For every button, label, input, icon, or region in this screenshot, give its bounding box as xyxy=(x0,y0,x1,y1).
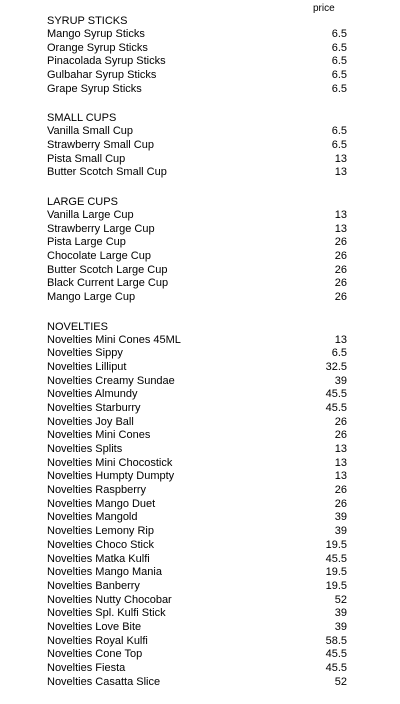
item-name: Novelties Mini Cones xyxy=(47,429,151,442)
menu-item-row xyxy=(47,361,347,375)
item-name: Mango Large Cup xyxy=(47,291,136,304)
item-name: Novelties Banberry xyxy=(47,579,140,592)
item-price: 26 xyxy=(334,415,347,428)
item-price: 26 xyxy=(334,484,347,497)
menu-item-row xyxy=(47,375,347,389)
menu-item-row xyxy=(47,334,347,348)
item-name: Novelties Raspberry xyxy=(47,484,147,497)
menu-item-row xyxy=(47,28,347,42)
item-price: 13 xyxy=(334,333,347,346)
item-name: Strawberry Large Cup xyxy=(47,222,155,235)
menu-item-row xyxy=(47,676,347,690)
item-price: 6.5 xyxy=(331,28,347,40)
menu-item-row xyxy=(47,662,347,676)
section-syrup-sticks xyxy=(47,14,347,96)
item-price: 39 xyxy=(334,607,347,620)
menu-item-row xyxy=(47,511,347,525)
item-name: Orange Syrup Sticks xyxy=(47,41,148,54)
item-price: 19.5 xyxy=(325,566,347,579)
item-name: Mango Syrup Sticks xyxy=(47,28,145,40)
item-name: Novelties Mini Chocostick xyxy=(47,456,173,469)
item-price: 13 xyxy=(334,222,347,235)
menu-item-row xyxy=(47,223,347,237)
item-price: 13 xyxy=(334,456,347,469)
item-name: Novelties Humpty Dumpty xyxy=(47,470,175,483)
item-name: Novelties Lilliput xyxy=(47,361,127,374)
item-name: Novelties Splits xyxy=(47,443,123,456)
item-price: 6.5 xyxy=(331,82,347,95)
item-price: 13 xyxy=(334,152,347,165)
item-price: 13 xyxy=(334,470,347,483)
menu-item-row xyxy=(47,443,347,457)
item-name: Novelties Cone Top xyxy=(47,648,143,661)
menu-item-row xyxy=(47,55,347,69)
item-name: Butter Scotch Small Cup xyxy=(47,166,167,179)
item-price: 45.5 xyxy=(325,661,347,674)
item-name: Novelties Royal Kulfi xyxy=(47,634,148,647)
item-name: Novelties Spl. Kulfi Stick xyxy=(47,607,166,620)
item-price: 58.5 xyxy=(325,634,347,647)
menu-item-row xyxy=(47,347,347,361)
menu-item-row xyxy=(47,484,347,498)
item-name: Novelties Mangold xyxy=(47,511,138,524)
item-name: Novelties Mini Cones 45ML xyxy=(47,333,181,346)
menu-item-row xyxy=(47,291,347,305)
menu-item-row xyxy=(47,580,347,594)
section-title: NOVELTIES xyxy=(47,320,108,333)
item-price: 6.5 xyxy=(331,139,347,152)
item-price: 26 xyxy=(334,497,347,510)
item-price: 45.5 xyxy=(325,552,347,565)
item-name: Novelties Love Bite xyxy=(47,620,142,633)
menu-list xyxy=(47,14,347,704)
menu-item-row xyxy=(47,42,347,56)
menu-item-row xyxy=(47,250,347,264)
item-name: Pista Small Cup xyxy=(47,152,126,165)
item-price: 32.5 xyxy=(325,361,347,374)
item-name: Grape Syrup Sticks xyxy=(47,82,142,95)
menu-item-row xyxy=(47,635,347,649)
menu-item-row xyxy=(47,388,347,402)
menu-item-row xyxy=(47,69,347,83)
menu-item-row xyxy=(47,498,347,512)
item-price: 19.5 xyxy=(325,538,347,551)
menu-item-row xyxy=(47,139,347,153)
item-name: Gulbahar Syrup Sticks xyxy=(47,69,157,82)
item-price: 26 xyxy=(334,236,347,249)
item-price: 26 xyxy=(334,277,347,290)
menu-item-row xyxy=(47,470,347,484)
menu-item-row xyxy=(47,566,347,580)
item-price: 13 xyxy=(334,443,347,456)
item-price: 26 xyxy=(334,429,347,442)
item-name: Novelties Choco Stick xyxy=(47,538,154,551)
menu-item-row xyxy=(47,277,347,291)
item-name: Novelties Creamy Sundae xyxy=(47,374,175,387)
section-large-cups xyxy=(47,195,347,305)
item-name: Novelties Lemony Rip xyxy=(47,525,154,538)
price-column-header: price xyxy=(313,3,335,14)
section-small-cups xyxy=(47,111,347,180)
menu-item-row xyxy=(47,457,347,471)
section-title: LARGE CUPS xyxy=(47,196,118,209)
menu-item-row xyxy=(47,83,347,97)
section-novelties xyxy=(47,320,347,689)
menu-item-row xyxy=(47,236,347,250)
item-price: 39 xyxy=(334,511,347,524)
item-price: 6.5 xyxy=(331,41,347,54)
item-price: 39 xyxy=(334,525,347,538)
item-name: Novelties Mango Duet xyxy=(47,497,156,510)
menu-item-row xyxy=(47,607,347,621)
item-name: Novelties Nutty Chocobar xyxy=(47,593,172,606)
item-price: 26 xyxy=(334,291,347,304)
item-name: Chocolate Large Cup xyxy=(47,250,151,263)
item-price: 26 xyxy=(334,250,347,263)
menu-item-row xyxy=(47,621,347,635)
item-name: Strawberry Small Cup xyxy=(47,139,154,152)
item-price: 6.5 xyxy=(331,69,347,82)
item-name: Pista Large Cup xyxy=(47,236,126,249)
item-name: Novelties Almundy xyxy=(47,388,138,401)
item-name: Vanilla Large Cup xyxy=(47,209,134,222)
menu-item-row xyxy=(47,166,347,180)
item-name: Novelties Sippy xyxy=(47,347,123,360)
item-name: Black Current Large Cup xyxy=(47,277,169,290)
item-name: Novelties Matka Kulfi xyxy=(47,552,150,565)
menu-item-row xyxy=(47,525,347,539)
item-price: 6.5 xyxy=(331,347,347,360)
menu-item-row xyxy=(47,125,347,139)
section-title: SMALL CUPS xyxy=(47,112,117,125)
item-price: 39 xyxy=(334,620,347,633)
menu-item-row xyxy=(47,153,347,167)
item-name: Novelties Casatta Slice xyxy=(47,675,161,688)
menu-item-row xyxy=(47,402,347,416)
item-price: 13 xyxy=(334,166,347,179)
item-price: 45.5 xyxy=(325,388,347,401)
menu-item-row xyxy=(47,594,347,608)
item-price: 13 xyxy=(334,209,347,222)
item-price: 45.5 xyxy=(325,402,347,415)
menu-item-row xyxy=(47,264,347,278)
item-price: 39 xyxy=(334,374,347,387)
item-price: 6.5 xyxy=(331,55,347,68)
item-price: 6.5 xyxy=(331,125,347,138)
menu-item-row xyxy=(47,539,347,553)
item-price: 52 xyxy=(334,675,347,688)
menu-item-row xyxy=(47,429,347,443)
menu-item-row xyxy=(47,416,347,430)
item-price: 45.5 xyxy=(325,648,347,661)
item-name: Vanilla Small Cup xyxy=(47,125,134,138)
item-price: 19.5 xyxy=(325,579,347,592)
item-name: Novelties Joy Ball xyxy=(47,415,134,428)
item-name: Pinacolada Syrup Sticks xyxy=(47,55,166,68)
item-price: 26 xyxy=(334,263,347,276)
menu-item-row xyxy=(47,553,347,567)
item-name: Novelties Starburry xyxy=(47,402,141,415)
item-name: Novelties Fiesta xyxy=(47,661,126,674)
menu-item-row xyxy=(47,209,347,223)
item-price: 52 xyxy=(334,593,347,606)
menu-item-row xyxy=(47,648,347,662)
item-name: Novelties Mango Mania xyxy=(47,566,162,579)
section-title: SYRUP STICKS xyxy=(47,15,128,27)
item-name: Butter Scotch Large Cup xyxy=(47,263,168,276)
